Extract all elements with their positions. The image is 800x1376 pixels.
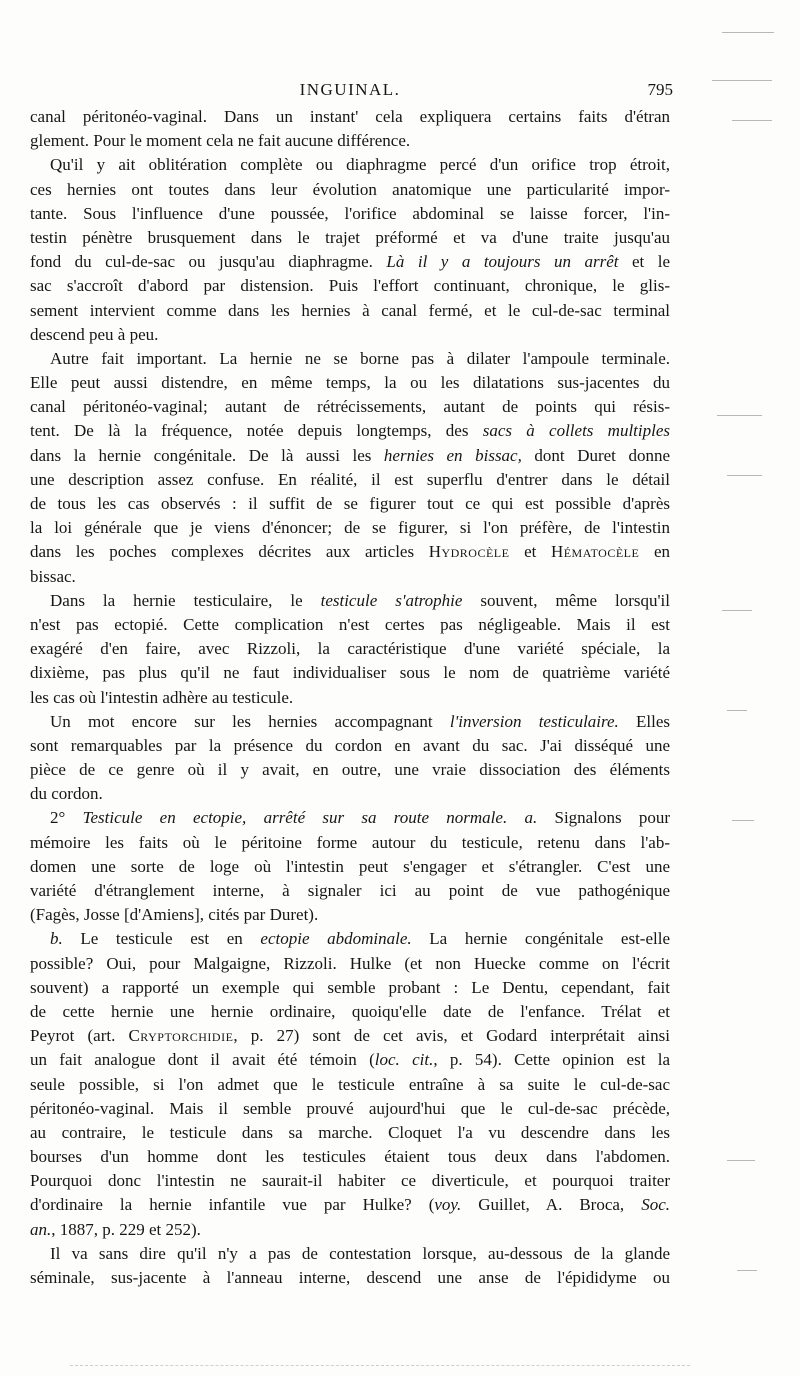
text-line: [30, 347, 670, 371]
text-run: dans les poches complexes décrites aux articles: [30, 542, 429, 562]
text-run: seule possible, si l'on admet que le testicule entraîne à sa suite le cul-de-sac: [30, 1074, 670, 1094]
text-line: [30, 178, 670, 202]
text-run: , 1887, p. 229 et 252).: [51, 1219, 201, 1239]
text-line: [30, 637, 670, 661]
text-run: Là il y a toujours un arrêt: [386, 252, 619, 272]
text-line: [30, 105, 670, 129]
text-run: dans la hernie congénitale. De là aussi les: [30, 445, 384, 465]
text-line: [30, 492, 670, 516]
text-run: et le: [618, 252, 671, 272]
text-run: Il va sans dire qu'il n'y a pas de contestation lorsque, au-dessous de la glande: [50, 1243, 670, 1263]
text-line: [30, 1145, 670, 1169]
text-run: possible? Oui, pour Malgaigne, Rizzoli. Hulke (et non Huecke comme on l'écrit: [30, 953, 670, 973]
text-run: n'est pas ectopié. Cette complication n'est certes pas négligeable. Mais il est: [30, 614, 670, 634]
text-line: [30, 806, 670, 830]
text-run: ces hernies ont toutes dans leur évolution anatomique une particularité impor-: [30, 179, 670, 199]
text-run: b.: [50, 929, 63, 949]
running-head: INGUINAL.: [299, 80, 401, 99]
text-run: Le testicule est en: [62, 929, 261, 949]
text-run: péritonéo-vaginal. Mais il semble prouvé aujourd'hui que le cul-de-sac précède,: [30, 1098, 670, 1118]
text-line: [30, 202, 670, 226]
text-run: testin pénètre brusquement dans le trajet préformé et va d'une traite jusqu'au: [30, 227, 670, 247]
text-run: Cryptorchidie: [128, 1026, 234, 1046]
text-run: tante. Sous l'influence d'une poussée, l'orifice abdominal se laisse forcer, l'in-: [30, 203, 670, 223]
text-run: Un mot encore sur les hernies accompagnant: [50, 711, 450, 731]
text-run: Elle peut aussi distendre, en même temps, la ou les dilatations sus-jacentes du: [30, 373, 670, 393]
text-run: hernies en bissac,: [383, 445, 522, 465]
text-line: [30, 661, 670, 685]
text-line: [30, 1169, 670, 1193]
text-line: [30, 299, 670, 323]
text-run: Signalons pour: [537, 808, 670, 828]
text-run: dixième, pas plus qu'il ne faut individualiser sous le nom de quatrième variété: [30, 663, 670, 683]
text-run: Peyrot (art.: [30, 1026, 129, 1046]
text-run: sont remarquables par la présence du cordon en avant du sac. J'ai disséqué une: [30, 735, 670, 755]
text-run: l'inversion testiculaire.: [449, 711, 619, 731]
text-run: du cordon.: [30, 784, 103, 804]
text-line: [30, 879, 670, 903]
text-line: [30, 734, 670, 758]
text-run: mémoire les faits où le péritoine forme autour du testicule, retenu dans l'ab-: [30, 832, 670, 852]
page-number: 795: [647, 80, 673, 99]
text-run: une description assez confuse. En réalité, il est superflu d'entrer dans le détail: [30, 469, 670, 489]
text-run: exagéré d'en faire, avec Rizzoli, la caractéristique d'une variété spéciale, la: [30, 639, 670, 659]
text-run: souvent) a rapporté un exemple qui semble probant : Le Dentu, cependant, fait: [30, 977, 670, 997]
text-line: [30, 952, 670, 976]
text-run: pièce de ce genre où il y avait, en outre, une vraie dissociation des éléments: [30, 760, 670, 780]
text-line: [30, 782, 670, 806]
text-line: [30, 371, 670, 395]
text-line: [30, 1097, 670, 1121]
text-line: [30, 395, 670, 419]
text-run: et: [509, 542, 551, 562]
text-line: [30, 1024, 670, 1048]
text-run: tent. De là la fréquence, notée depuis longtemps, des: [30, 421, 483, 441]
text-run: sacs à collets multiples: [482, 421, 671, 441]
text-line: [30, 976, 670, 1000]
text-run: ectopie abdominale.: [260, 929, 412, 949]
scan-bottom-artifact: [70, 1365, 690, 1367]
text-run: Guillet, A. Broca,: [461, 1195, 642, 1215]
text-run: domen une sorte de loge où l'intestin peut s'engager et s'étrangler. C'est une: [30, 856, 670, 876]
text-run: La hernie congénitale est-elle: [411, 929, 670, 949]
text-line: [30, 419, 670, 443]
text-line: [30, 323, 670, 347]
text-run: Dans la hernie testiculaire, le: [50, 590, 321, 610]
text-run: de cette hernie une hernie ordinaire, quoiqu'elle date de l'enfance. Trélat et: [30, 1001, 670, 1021]
text-line: [30, 444, 670, 468]
text-line: [30, 1121, 670, 1145]
text-line: [30, 927, 670, 951]
text-line: [30, 1073, 670, 1097]
text-run: voy.: [434, 1195, 462, 1215]
text-run: bourses d'un homme dont les testicules étaient tous deux dans l'abdomen.: [30, 1147, 670, 1167]
text-line: [30, 540, 670, 564]
body-text: [30, 105, 670, 1290]
text-line: [30, 855, 670, 879]
text-run: la loi générale que je viens d'énoncer; de se figurer, si l'on préfère, de l'intestin: [30, 518, 670, 538]
text-line: [30, 831, 670, 855]
text-line: [30, 1242, 670, 1266]
text-run: Qu'il y ait oblitération complète ou diaphragme percé d'un orifice trop étroit,: [50, 155, 670, 175]
text-line: [30, 1048, 670, 1072]
text-run: Soc.: [641, 1195, 670, 1215]
text-line: [30, 686, 670, 710]
text-run: Autre fait important. La hernie ne se borne pas à dilater l'ampoule terminale.: [50, 348, 670, 368]
text-run: les cas où l'intestin adhère au testicule.: [30, 687, 294, 707]
text-run: 2°: [50, 808, 83, 828]
text-line: [30, 613, 670, 637]
text-run: Elles: [618, 711, 670, 731]
text-line: [30, 1000, 670, 1024]
text-run: un fait analogue dont il avait été témoin (: [30, 1050, 375, 1070]
text-run: d'ordinaire la hernie infantile vue par Hulke? (: [30, 1195, 435, 1215]
text-run: Hydrocèle: [428, 542, 510, 562]
text-run: (Fagès, Josse [d'Amiens], cités par Duret).: [30, 905, 319, 925]
text-run: séminale, sus-jacente à l'anneau interne, descend une anse de l'épididyme ou: [30, 1268, 670, 1287]
text-run: [507, 808, 524, 827]
text-line: [30, 1266, 670, 1290]
text-line: [30, 1193, 670, 1217]
scan-margin-artifacts: [702, 20, 782, 1340]
text-run: , p. 27) sont de cet avis, et Godard interprétait ainsi: [233, 1026, 670, 1046]
text-run: au contraire, le testicule dans sa marche. Cloquet l'a vu descendre dans les: [30, 1122, 670, 1142]
text-run: variété d'étranglement interne, à signaler ici au point de vue pathogénique: [30, 881, 670, 900]
text-line: [30, 274, 670, 298]
text-line: [30, 250, 670, 274]
text-run: loc. cit.: [374, 1050, 434, 1070]
text-run: en: [639, 542, 670, 562]
text-run: souvent, même lorsqu'il: [462, 590, 671, 610]
text-line: [30, 153, 670, 177]
text-line: [30, 1218, 670, 1242]
text-run: descend peu à peu.: [30, 324, 159, 344]
text-run: glement. Pour le moment cela ne fait aucune différence.: [30, 131, 411, 151]
text-line: [30, 516, 670, 540]
text-run: canal péritonéo-vaginal; autant de rétrécissements, autant de points qui résis-: [30, 397, 670, 417]
text-run: dont Duret donne: [521, 445, 670, 465]
text-line: [30, 129, 670, 153]
text-line: [30, 565, 670, 589]
text-run: , p. 54). Cette opinion est la: [433, 1050, 670, 1070]
text-run: canal péritonéo-vaginal. Dans un instant' cela expliquera certains faits d'étran: [30, 107, 670, 126]
text-run: fond du cul-de-sac ou jusqu'au diaphragme.: [30, 252, 387, 272]
text-line: [30, 468, 670, 492]
text-run: bissac.: [30, 566, 76, 586]
text-line: [30, 903, 670, 927]
text-run: Pourquoi donc l'intestin ne saurait-il habiter ce diverticule, et pourquoi traiter: [30, 1171, 670, 1191]
text-run: a.: [524, 808, 538, 828]
text-run: Testicule en ectopie, arrêté sur sa route normale.: [82, 808, 508, 828]
text-line: [30, 758, 670, 782]
text-line: [30, 589, 670, 613]
text-line: [30, 710, 670, 734]
text-run: an.: [30, 1219, 52, 1239]
page-header: [30, 80, 673, 104]
text-run: Hématocèle: [550, 542, 640, 562]
text-run: de tous les cas observés : il suffit de se figurer tout ce qui est possible d'après: [30, 494, 670, 513]
text-run: sement intervient comme dans les hernies à canal fermé, et le cul-de-sac terminal: [30, 300, 670, 320]
text-line: [30, 226, 670, 250]
text-run: testicule s'atrophie: [320, 590, 463, 610]
text-run: sac s'accroît d'abord par distension. Puis l'effort continuant, chronique, le glis-: [30, 276, 670, 296]
